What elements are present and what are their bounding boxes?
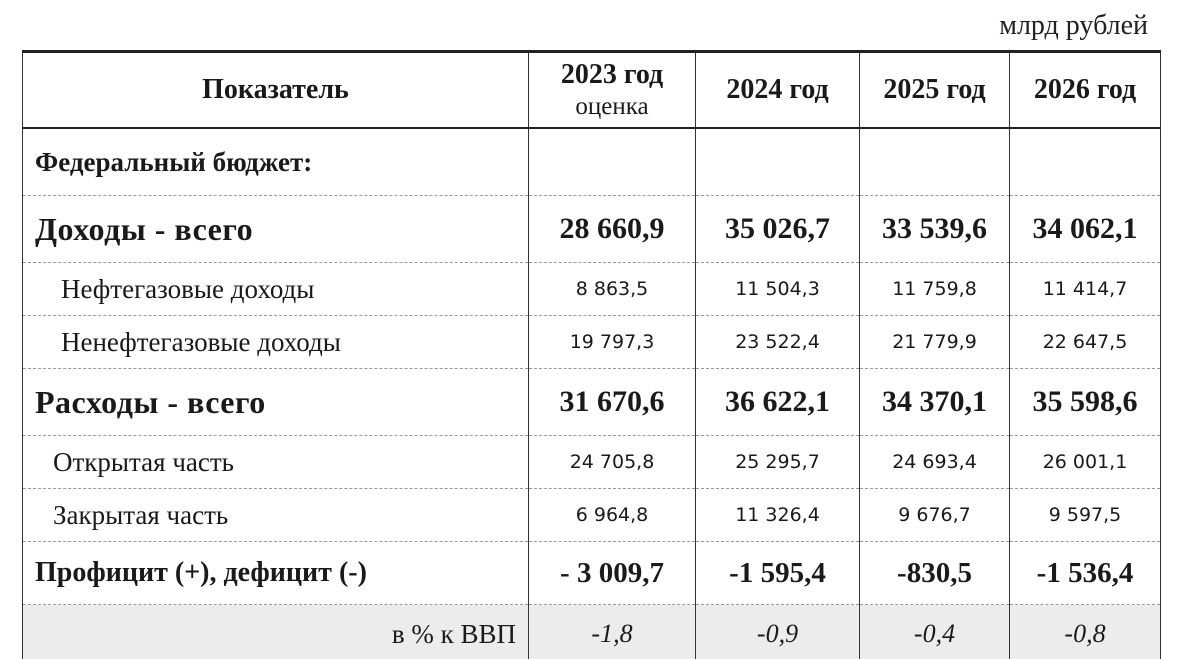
header-year-2024: 2024 год <box>696 52 860 129</box>
cell-value: 33 539,6 <box>860 196 1010 263</box>
row-label: Доходы - всего <box>23 196 529 263</box>
table-row-non-oil-gas-revenue <box>23 316 1161 369</box>
cell-value <box>696 128 860 196</box>
table-row-federal-budget <box>23 128 1161 196</box>
cell-value: 8 863,5 <box>529 263 696 316</box>
cell-value: 22 647,5 <box>1010 316 1161 369</box>
cell-value: -1 595,4 <box>696 542 860 605</box>
header-year-2026: 2026 год <box>1010 52 1161 129</box>
cell-value: 11 414,7 <box>1010 263 1161 316</box>
cell-value: 11 504,3 <box>696 263 860 316</box>
cell-value: 34 062,1 <box>1010 196 1161 263</box>
row-label: Нефтегазовые доходы <box>23 263 529 316</box>
table-row-surplus-deficit <box>23 542 1161 605</box>
cell-value: 35 026,7 <box>696 196 860 263</box>
table-row-percent-gdp <box>23 605 1161 659</box>
table-row-oil-gas-revenue <box>23 263 1161 316</box>
table-header-row <box>23 52 1161 129</box>
cell-value: 35 598,6 <box>1010 369 1161 436</box>
row-label: Профицит (+), дефицит (-) <box>23 542 529 605</box>
row-label: Федеральный бюджет: <box>23 128 529 196</box>
cell-value: -1 536,4 <box>1010 542 1161 605</box>
cell-value: -830,5 <box>860 542 1010 605</box>
cell-value: 31 670,6 <box>529 369 696 436</box>
header-year-label: 2023 год <box>561 59 663 90</box>
cell-value: 19 797,3 <box>529 316 696 369</box>
cell-value: 9 676,7 <box>860 489 1010 542</box>
header-year-note: оценка <box>529 93 695 121</box>
cell-value: 34 370,1 <box>860 369 1010 436</box>
header-year-2025: 2025 год <box>860 52 1010 129</box>
cell-value: 26 001,1 <box>1010 436 1161 489</box>
cell-value: 11 326,4 <box>696 489 860 542</box>
units-label: млрд рублей <box>999 10 1148 42</box>
cell-value: 23 522,4 <box>696 316 860 369</box>
row-label: Закрытая часть <box>23 489 529 542</box>
row-label: в % к ВВП <box>23 605 529 659</box>
table-row-revenue-total <box>23 196 1161 263</box>
cell-value: 24 693,4 <box>860 436 1010 489</box>
cell-value: 36 622,1 <box>696 369 860 436</box>
cell-value: 21 779,9 <box>860 316 1010 369</box>
cell-value: 28 660,9 <box>529 196 696 263</box>
table-row-open-part <box>23 436 1161 489</box>
table-row-closed-part <box>23 489 1161 542</box>
table-row-expenditure-total <box>23 369 1161 436</box>
cell-value: -0,8 <box>1010 605 1161 659</box>
cell-value: -1,8 <box>529 605 696 659</box>
row-label: Ненефтегазовые доходы <box>23 316 529 369</box>
header-indicator: Показатель <box>23 52 529 129</box>
cell-value: 6 964,8 <box>529 489 696 542</box>
cell-value <box>1010 128 1161 196</box>
row-label: Открытая часть <box>23 436 529 489</box>
cell-value: -0,9 <box>696 605 860 659</box>
cell-value: 11 759,8 <box>860 263 1010 316</box>
row-label: Расходы - всего <box>23 369 529 436</box>
cell-value: 24 705,8 <box>529 436 696 489</box>
cell-value <box>860 128 1010 196</box>
header-year-2023 <box>529 52 696 129</box>
cell-value: 25 295,7 <box>696 436 860 489</box>
cell-value: - 3 009,7 <box>529 542 696 605</box>
budget-table <box>22 50 1161 659</box>
cell-value: -0,4 <box>860 605 1010 659</box>
cell-value: 9 597,5 <box>1010 489 1161 542</box>
cell-value <box>529 128 696 196</box>
